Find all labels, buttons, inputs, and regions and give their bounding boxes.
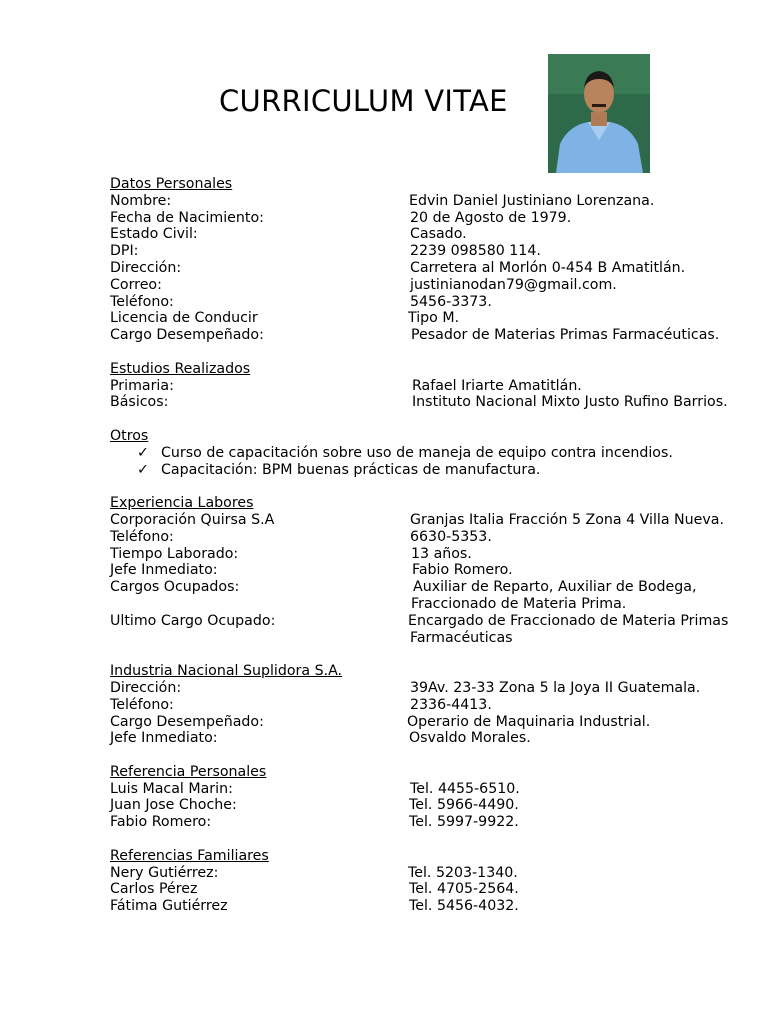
section-heading-personal-references: Referencia Personales — [110, 763, 267, 780]
personal-row-license: Licencia de Conducir Tipo M. — [110, 310, 460, 327]
personal-row-phone: Teléfono: 5456-3373. — [110, 293, 492, 310]
personal-row-birthdate: Fecha de Nacimiento: 20 de Agosto de 1979. — [110, 209, 572, 226]
personal-row-civil-status: Estado Civil: Casado. — [110, 226, 467, 243]
checkmark-icon: ✓ — [137, 461, 149, 478]
experience-row-phone: Teléfono: 6630-5353. — [110, 528, 492, 545]
checkmark-icon: ✓ — [137, 444, 149, 461]
studies-row-basic: Básicos: Instituto Nacional Mixto Justo Rufino Barrios. — [110, 394, 728, 411]
personal-row-name: Nombre: Edvin Daniel Justiniano Lorenzana. — [110, 192, 655, 209]
family-reference-row: Fátima Gutiérrez Tel. 5456-4032. — [110, 898, 519, 915]
section-heading-studies: Estudios Realizados — [110, 360, 251, 377]
others-item: ✓ Capacitación: BPM buenas prácticas de manufactura. — [137, 461, 541, 478]
section-heading-others: Otros — [110, 427, 149, 444]
studies-row-primary: Primaria: Rafael Iriarte Amatitlán. — [110, 377, 582, 394]
experience-row-company: Corporación Quirsa S.A Granjas Italia Fracción 5 Zona 4 Villa Nueva. — [110, 511, 724, 528]
company2-row-address: Dirección: 39Av. 23-33 Zona 5 la Joya II Guatemala. — [110, 679, 701, 696]
section-heading-family-references: Referencias Familiares — [110, 847, 269, 864]
page-title: CURRICULUM VITAE — [219, 84, 508, 118]
person-portrait-icon — [548, 54, 650, 173]
others-item: ✓ Curso de capacitación sobre uso de maneja de equipo contra incendios. — [137, 444, 673, 461]
company2-row-position: Cargo Desempeñado: Operario de Maquinaria Industrial. — [110, 713, 651, 730]
experience-row-last-position-cont: Farmacéuticas — [410, 629, 513, 646]
section-heading-personal: Datos Personales — [110, 176, 233, 192]
experience-row-boss: Jefe Inmediato: Fabio Romero. — [110, 562, 513, 579]
personal-row-email: Correo: justinianodan79@gmail.com. — [110, 276, 617, 293]
cv-content — [110, 176, 740, 915]
section-heading-experience: Experiencia Labores — [110, 495, 254, 512]
company2-row-phone: Teléfono: 2336-4413. — [110, 696, 492, 713]
personal-reference-row: Juan Jose Choche: Tel. 5966-4490. — [110, 797, 519, 814]
experience-row-last-position: Ultimo Cargo Ocupado: Encargado de Fraccionado de Materia Primas — [110, 612, 729, 629]
experience-row-time: Tiempo Laborado: 13 años. — [110, 545, 472, 562]
personal-reference-row: Fabio Romero: Tel. 5997-9922. — [110, 814, 519, 831]
family-reference-row: Carlos Pérez Tel. 4705-2564. — [110, 881, 519, 898]
family-reference-row: Nery Gutiérrez: Tel. 5203-1340. — [110, 864, 518, 881]
experience-row-positions-cont: Fraccionado de Materia Prima. — [411, 595, 627, 612]
section-heading-company2: Industria Nacional Suplidora S.A. — [110, 663, 343, 680]
personal-row-position: Cargo Desempeñado: Pesador de Materias Primas Farmacéuticas. — [110, 327, 720, 344]
personal-row-dpi: DPI: 2239 098580 114. — [110, 243, 541, 260]
personal-row-address: Dirección: Carretera al Morlón 0-454 B Amatitlán. — [110, 259, 686, 276]
personal-reference-row: Luis Macal Marin: Tel. 4455-6510. — [110, 780, 520, 797]
experience-row-positions: Cargos Ocupados: Auxiliar de Reparto, Auxiliar de Bodega, — [110, 579, 697, 596]
profile-photo — [548, 54, 650, 173]
company2-row-boss: Jefe Inmediato: Osvaldo Morales. — [110, 730, 531, 747]
